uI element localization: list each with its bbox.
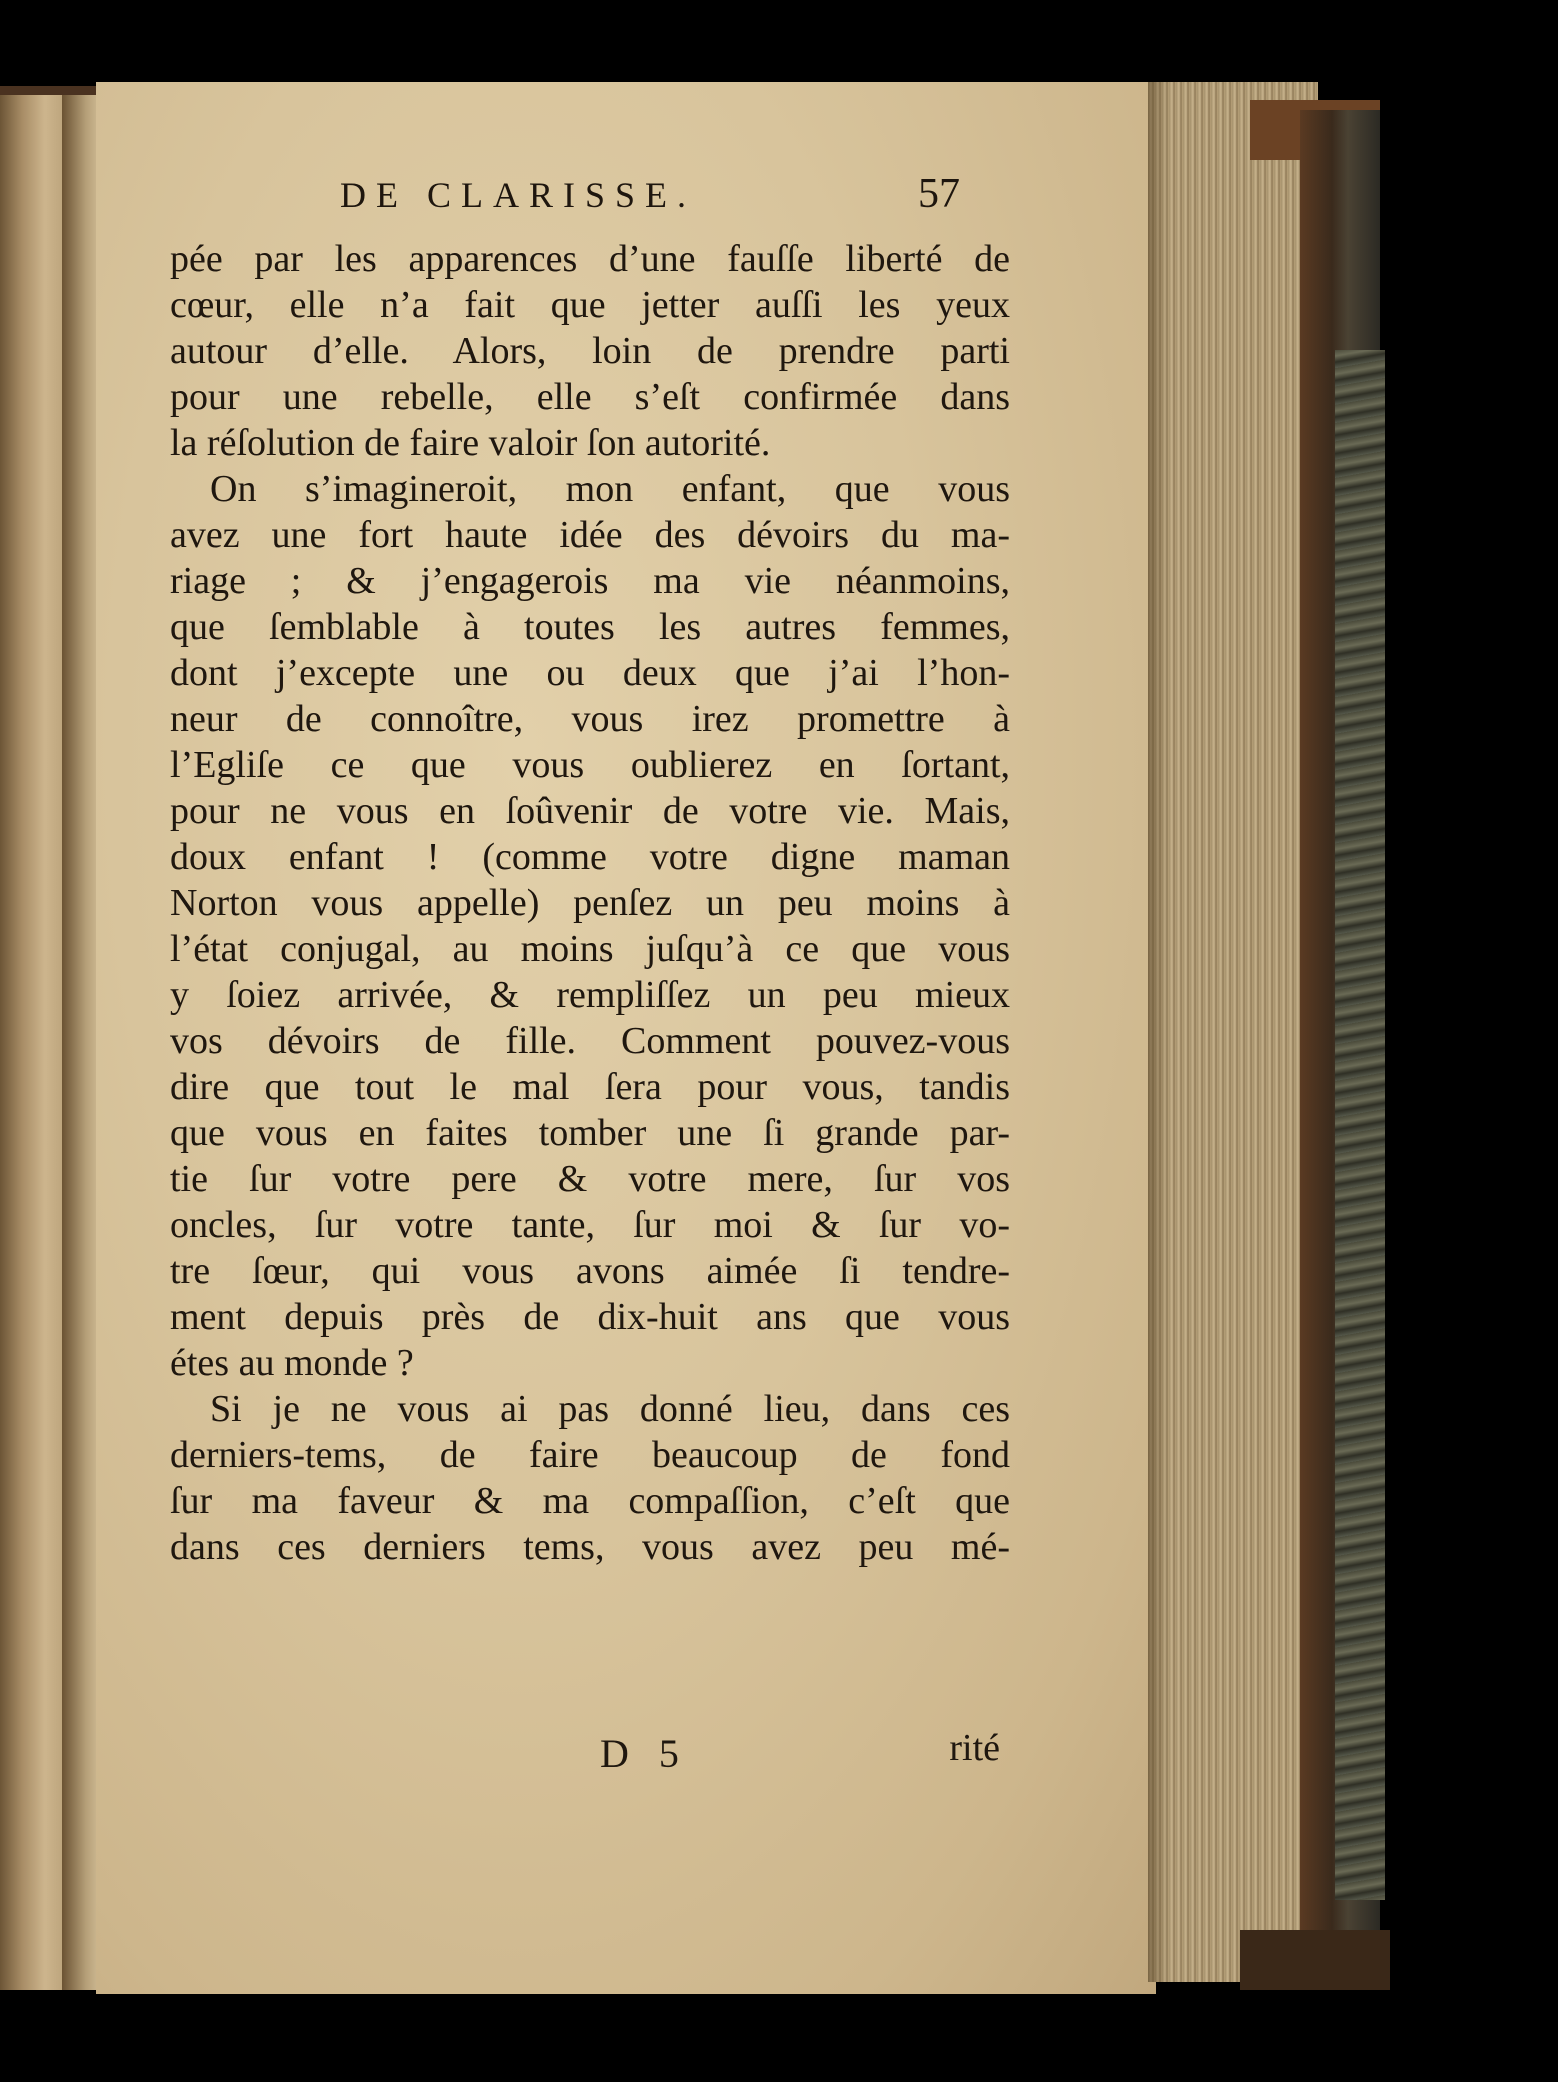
text-line: pée par les apparences d’une fauſſe liberté de <box>170 238 1010 280</box>
text-line: vos dévoirs de fille. Comment pouvez-vous <box>170 1020 1010 1062</box>
text-line: doux enfant ! (comme votre digne maman <box>170 836 1010 878</box>
marbled-cover-board <box>1335 350 1385 1900</box>
text-line: dire que tout le mal ſera pour vous, tandis <box>170 1066 1010 1108</box>
text-line: dont j’excepte une ou deux que j’ai l’hon- <box>170 652 1010 694</box>
page-header <box>340 171 960 224</box>
running-head: DE CLARISSE. <box>340 175 697 215</box>
text-line: pour une rebelle, elle s’eſt confirmée dans <box>170 376 1010 418</box>
text-line: y ſoiez arrivée, & rempliſſez un peu mieux <box>170 974 1010 1016</box>
catchword: rité <box>949 1727 1000 1769</box>
text-line: cœur, elle n’a fait que jetter auſſi les yeux <box>170 284 1010 326</box>
text-line: autour d’elle. Alors, loin de prendre parti <box>170 330 1010 372</box>
text-line: riage ; & j’engagerois ma vie néanmoins, <box>170 560 1010 602</box>
text-line: l’Egliſe ce que vous oublierez en ſortant, <box>170 744 1010 786</box>
text-line: Norton vous appelle) penſez un peu moins à <box>170 882 1010 924</box>
page-footer <box>170 1727 1000 1790</box>
paragraph <box>170 1386 1010 1570</box>
cover-bottom-corner <box>1240 1930 1390 1990</box>
text-line: dans ces derniers tems, vous avez peu mé- <box>170 1526 1010 1568</box>
text-line: On s’imagineroit, mon enfant, que vous <box>210 468 1010 510</box>
text-line: tie ſur votre pere & votre mere, ſur vos <box>170 1158 1010 1200</box>
text-line: l’état conjugal, au moins juſqu’à ce que vous <box>170 928 1010 970</box>
text-line: que vous en faites tomber une ſi grande par- <box>170 1112 1010 1154</box>
page-edges <box>1148 82 1318 1982</box>
text-line: Si je ne vous ai pas donné lieu, dans ces <box>210 1388 1010 1430</box>
signature-mark: D 5 <box>600 1731 689 1776</box>
text-line: neur de connoître, vous irez promettre à <box>170 698 1010 740</box>
text-line: pour ne vous en ſoûvenir de votre vie. Mais, <box>170 790 1010 832</box>
page-body-text <box>170 236 1010 1570</box>
text-line: oncles, ſur votre tante, ſur moi & ſur vo- <box>170 1204 1010 1246</box>
text-line: que ſemblable à toutes les autres femmes, <box>170 606 1010 648</box>
page-number: 57 <box>918 171 960 217</box>
text-line: ſur ma faveur & ma compaſſion, c’eſt que <box>170 1480 1010 1522</box>
text-line: derniers-tems, de faire beaucoup de fond <box>170 1434 1010 1476</box>
previous-page-sliver <box>0 95 66 1990</box>
text-line: avez une fort haute idée des dévoirs du ma- <box>170 514 1010 556</box>
text-line: étes au monde ? <box>170 1342 414 1384</box>
text-line: ment depuis près de dix-huit ans que vous <box>170 1296 1010 1338</box>
paragraph <box>170 236 1010 466</box>
paragraph <box>170 466 1010 1386</box>
page-edges-shadow <box>1148 82 1168 1982</box>
text-line: tre ſœur, qui vous avons aimée ſi tendre- <box>170 1250 1010 1292</box>
text-line: la réſolution de faire valoir ſon autorité. <box>170 422 771 464</box>
